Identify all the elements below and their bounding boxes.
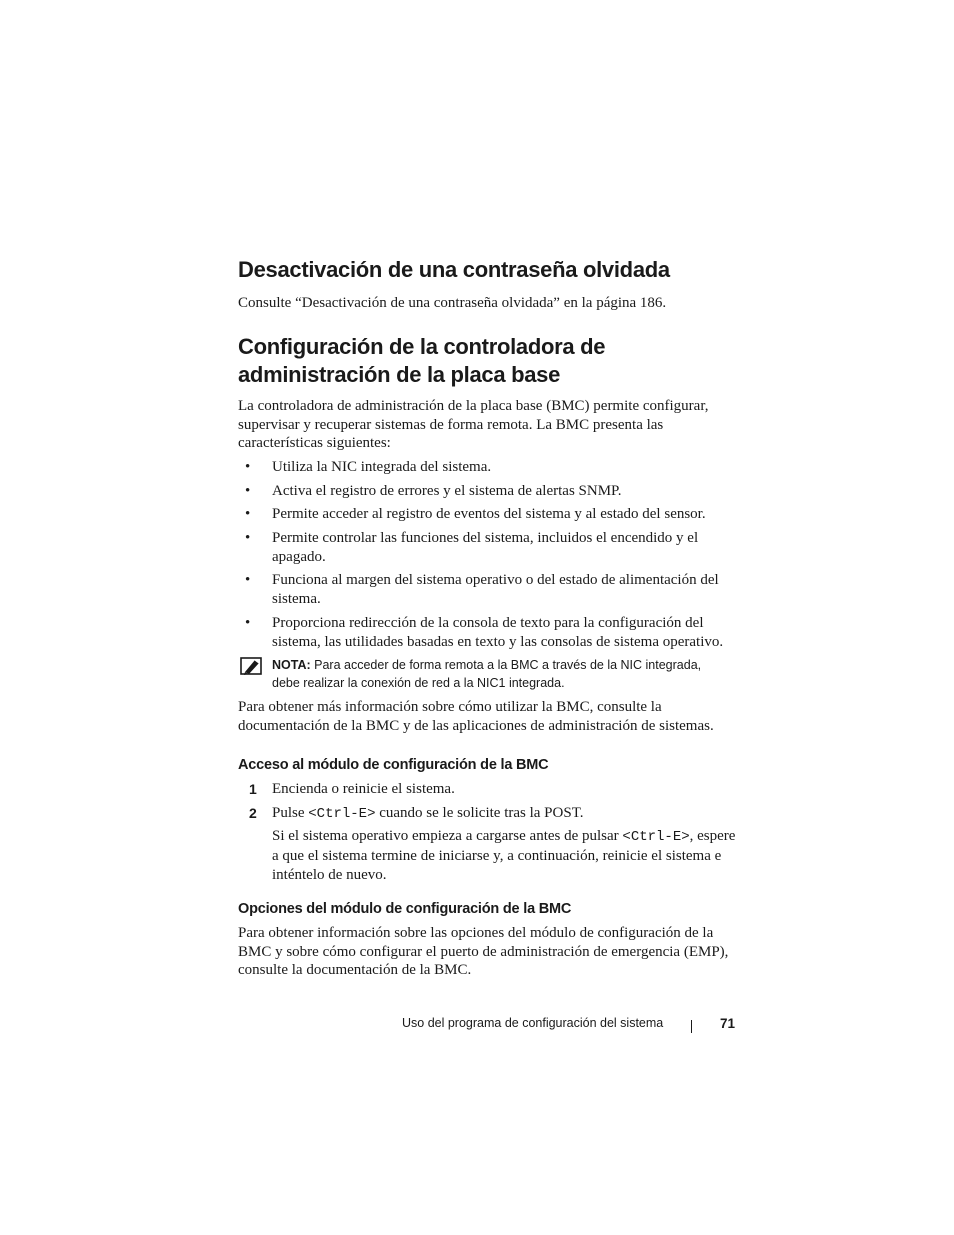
- list-item: • Activa el registro de errores y el sistema de alertas SNMP.: [245, 482, 622, 499]
- note-text: [272, 656, 732, 692]
- list-item: • Permite controlar las funciones del sistema, incluidos el encendido y el apagado.: [245, 529, 699, 565]
- bullet-marker: •: [245, 459, 251, 475]
- bmc-features-list: [238, 458, 748, 656]
- list-item: • Proporciona redirección de la consola de texto para la configuración del sistema, las utilidades basadas en texto y las consolas de sistema operativo.: [245, 614, 724, 650]
- note-box: [238, 656, 738, 692]
- step-2-detail: Si el sistema operativo empieza a cargarse antes de pulsar <Ctrl-E>, espere a que el sistema termine de iniciarse y, a continuación, reinicie el sistema e inténtelo de nuevo.: [272, 828, 736, 883]
- key-combo: <Ctrl-E>: [308, 806, 376, 822]
- step-text-before: Pulse: [272, 805, 309, 821]
- note-body: Para acceder de forma remota a la BMC a través de la NIC integrada, debe realizar la conexión de red a la NIC1 integrada.: [272, 658, 702, 690]
- footer-chapter-title: Uso del programa de configuración del sistema: [402, 1016, 664, 1030]
- key-combo: <Ctrl-E>: [622, 829, 690, 845]
- step-number: 2: [249, 805, 257, 821]
- subsection-title-options: Opciones del módulo de configuración de la BMC: [238, 901, 572, 917]
- note-label: NOTA:: [272, 658, 311, 672]
- options-paragraph: Para obtener información sobre las opciones del módulo de configuración de la BMC y sobre cómo configurar el puerto de administración de emergencia (EMP), consulte la documentación de la BMC.: [238, 925, 729, 978]
- page-footer: [400, 1016, 740, 1036]
- list-item: • Utiliza la NIC integrada del sistema.: [245, 459, 492, 475]
- subsection-title-access: Acceso al módulo de configuración de la BMC: [238, 757, 549, 773]
- step-text-after: cuando se le solicite tras la POST.: [375, 805, 584, 821]
- section-title-bmc-line2: administración de la placa base: [238, 362, 561, 387]
- section-title-forgotten-password: Desactivación de una contraseña olvidada: [238, 257, 670, 282]
- list-item: [238, 804, 738, 824]
- section-body-forgotten-password: Consulte “Desactivación de una contraseña olvidada” en la página 186.: [238, 295, 667, 311]
- bullet-marker: •: [245, 572, 251, 588]
- footer-separator: [691, 1020, 692, 1033]
- bmc-more-info-paragraph: Para obtener más información sobre cómo utilizar la BMC, consulte la documentación de la BMC y de las aplicaciones de administración de sistemas.: [238, 699, 714, 734]
- bullet-marker: •: [245, 614, 251, 631]
- bullet-marker: •: [245, 482, 251, 499]
- step-text: Encienda o reinicie el sistema.: [272, 781, 455, 797]
- page-number: 71: [720, 1016, 736, 1031]
- list-item: • Permite acceder al registro de eventos del sistema y al estado del sensor.: [245, 506, 706, 522]
- list-item: [238, 780, 738, 799]
- list-item: • Funciona al margen del sistema operativo o del estado de alimentación del sistema.: [245, 572, 719, 607]
- step-number: 1: [249, 781, 257, 797]
- bmc-intro-paragraph: La controladora de administración de la placa base (BMC) permite configurar, supervisar y recuperar sistemas de forma remota. La BMC presenta las características siguientes:: [238, 398, 709, 451]
- section-title-bmc: [238, 333, 758, 389]
- section-title-bmc-line1: Configuración de la controladora de: [238, 334, 606, 359]
- access-steps-list: [238, 780, 738, 829]
- pencil-note-icon: [240, 657, 262, 675]
- bullet-marker: •: [245, 529, 251, 546]
- bullet-marker: •: [245, 506, 251, 522]
